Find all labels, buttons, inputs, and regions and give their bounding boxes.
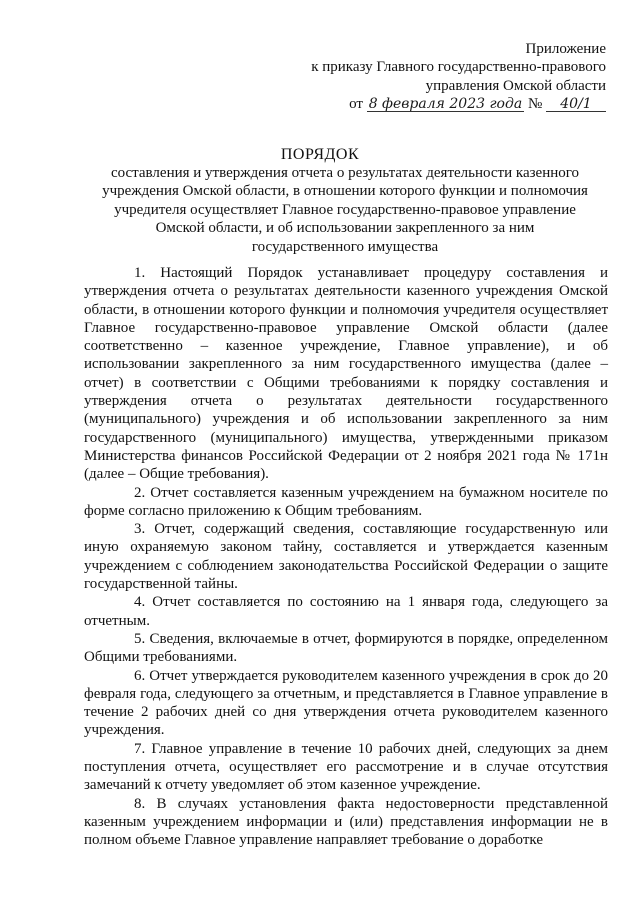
appendix-line-2: к приказу Главного государственно-правового	[311, 59, 606, 76]
paragraph-2: 2. Отчет составляется казенным учреждением на бумажном носителе по форме согласно приложению к Общим требованиям.	[84, 484, 608, 519]
paragraph-1: 1. Настоящий Порядок устанавливает процедуру составления и утверждения отчета о результатах деятельности казенного учреждения Омской области, в отношении которого функции и полномочия учредителя осуществляет Главное государственно-правовое управление Омской области (далее соответственно – казенное учреждение, Главное управление), и об использовании закрепленного за ним государственного имущества (далее – отчет) в соответствии с Общими требованиями к порядку составления и утверждения отчета о результатах деятельности государственного (муниципального) учреждения и об использовании закрепленного за ним государственного (муниципального) имущества, утвержденными приказом Министерства финансов Российской Федерации от 2 ноября 2021 года № 171н (далее – Общие требования).	[84, 265, 608, 483]
appendix-line-3: управления Омской области	[425, 77, 606, 94]
paragraph-8: 8. В случаях установления факта недостоверности представленной казенным учреждением информации и (или) представления информации не в полном объеме Главное управление направляет требование о доработке	[84, 795, 608, 849]
document-title: ПОРЯДОК	[280, 146, 360, 163]
paragraph-4: 4. Отчет составляется по состоянию на 1 января года, следующего за отчетным.	[84, 594, 608, 629]
paragraph-3: 3. Отчет, содержащий сведения, составляющие государственную или иную охраняемую законом тайну, составляется и утверждается казенным учреждением с соблюдением законодательства Российской Федерации о защите государственной тайны.	[84, 521, 608, 593]
paragraph-7: 7. Главное управление в течение 10 рабочих дней, следующих за днем поступления отчета, осуществляет его рассмотрение и в случае отсутствия замечаний к отчету уведомляет об этом казенное учреждение.	[84, 740, 608, 794]
document-subtitle: составления и утверждения отчета о результатах деятельности казенного учреждения Омской области, в отношении которого функции и полномочия учредителя осуществляет Главное государственно-правовое управление Омской области, и об использовании закрепленного за ним государственного имущества	[102, 165, 588, 255]
handwritten-date: 8 февраля 2023 года	[368, 96, 523, 113]
appendix-header	[186, 40, 606, 114]
handwritten-number: 40/1	[546, 97, 606, 112]
date-prefix: от	[349, 96, 363, 113]
appendix-line-1: Приложение	[525, 41, 606, 57]
appendix-date-line	[186, 95, 606, 113]
paragraph-5: 5. Сведения, включаемые в отчет, формируются в порядке, определенном Общими требованиями.	[84, 630, 608, 666]
paragraph-6: 6. Отчет утверждается руководителем казенного учреждения в срок до 20 февраля года, следующего за отчетным, и представляется в Главное управление в течение 2 рабочих дней со дня утверждения отчета руководителем казенного учреждения.	[84, 667, 608, 739]
document-body	[84, 264, 608, 850]
number-sign: №	[527, 96, 543, 113]
